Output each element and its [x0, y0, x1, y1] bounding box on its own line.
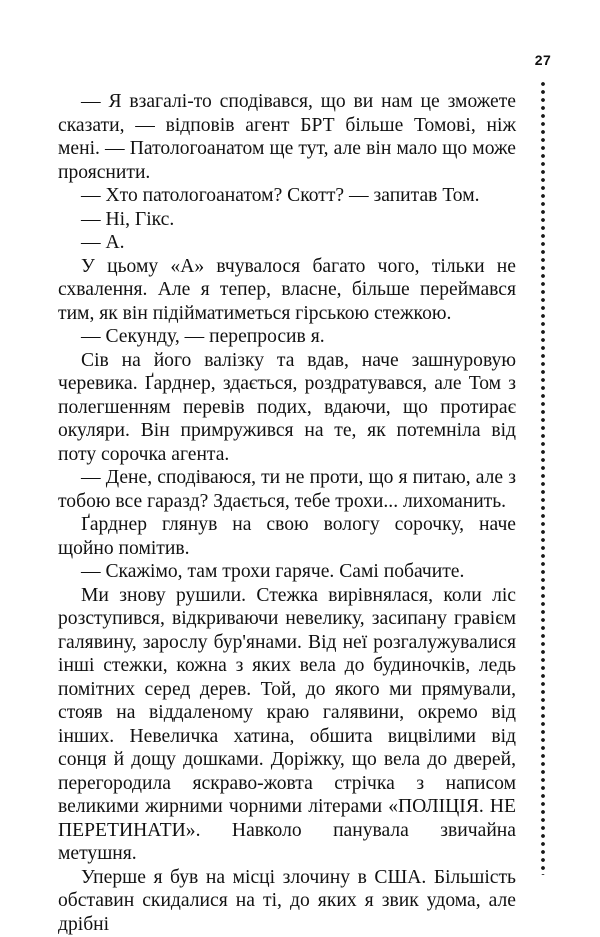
page-number: 27 — [534, 52, 552, 68]
paragraph: — А. — [81, 232, 125, 253]
paragraph: — Ні, Гікс. — [81, 208, 175, 230]
dotted-border — [538, 80, 548, 875]
paragraph: Ґарднер глянув на свою вологу сорочку, наче щойно помітив. — [58, 514, 516, 559]
paragraph: Сів на його валізку та вдав, наче зашнуровую черевика. Ґарднер, здається, роздратувався, але Том з полегшенням перевів подих, вдаючи, що протирає окуляри. Він примружився на те, як потемніла від поту сорочка агента. — [58, 349, 516, 465]
paragraph: — Я взагалі-то сподівався, що ви нам це зможете сказати, — відповів агент БРТ більше Томові, ніж мені. — Патологоанатом ще тут, але він мало що може прояснити. — [58, 91, 516, 183]
paragraph: У цьому «А» вчувалося багато чого, тільки не схвалення. Але я тепер, власне, більше переймався тим, як він підійматиметься гірською стежкою. — [58, 255, 516, 324]
body-text — [58, 90, 516, 936]
paragraph: Уперше я був на місці злочину в США. Більшість обставин скидалися на ті, до яких я звик удома, але дрібні — [58, 866, 516, 935]
paragraph: Ми знову рушили. Стежка вирівнялася, коли ліс розступився, відкриваючи невелику, засипану гравієм галявину, зарослу бур'янами. Від неї розгалужувалися інші стежки, кожна з яких вела до будиночків, ледь помітних серед дерев. Той, до якого ми прямували, стояв на віддаленому краю галявини, окремо від інших. Невеличка хатина, обшита вицвілими від сонця й дощу дошками. Доріжку, що вела до дверей, перегородила яскраво-жовта стрічка з написом великими жирними чорними літерами «ПОЛІЦІЯ. НЕ ПЕРЕТИНАТИ». Навколо панувала звичайна метушня. — [58, 584, 516, 864]
paragraph: — Хто патологоанатом? Скотт? — запитав Том. — [81, 185, 480, 206]
paragraph: — Скажімо, там трохи гаряче. Самі побачите. — [81, 561, 465, 582]
paragraph: — Секунду, — перепросив я. — [81, 326, 325, 347]
paragraph: — Дене, сподіваюся, ти не проти, що я питаю, але з тобою все гаразд? Здається, тебе трохи... лихоманить. — [58, 467, 516, 512]
